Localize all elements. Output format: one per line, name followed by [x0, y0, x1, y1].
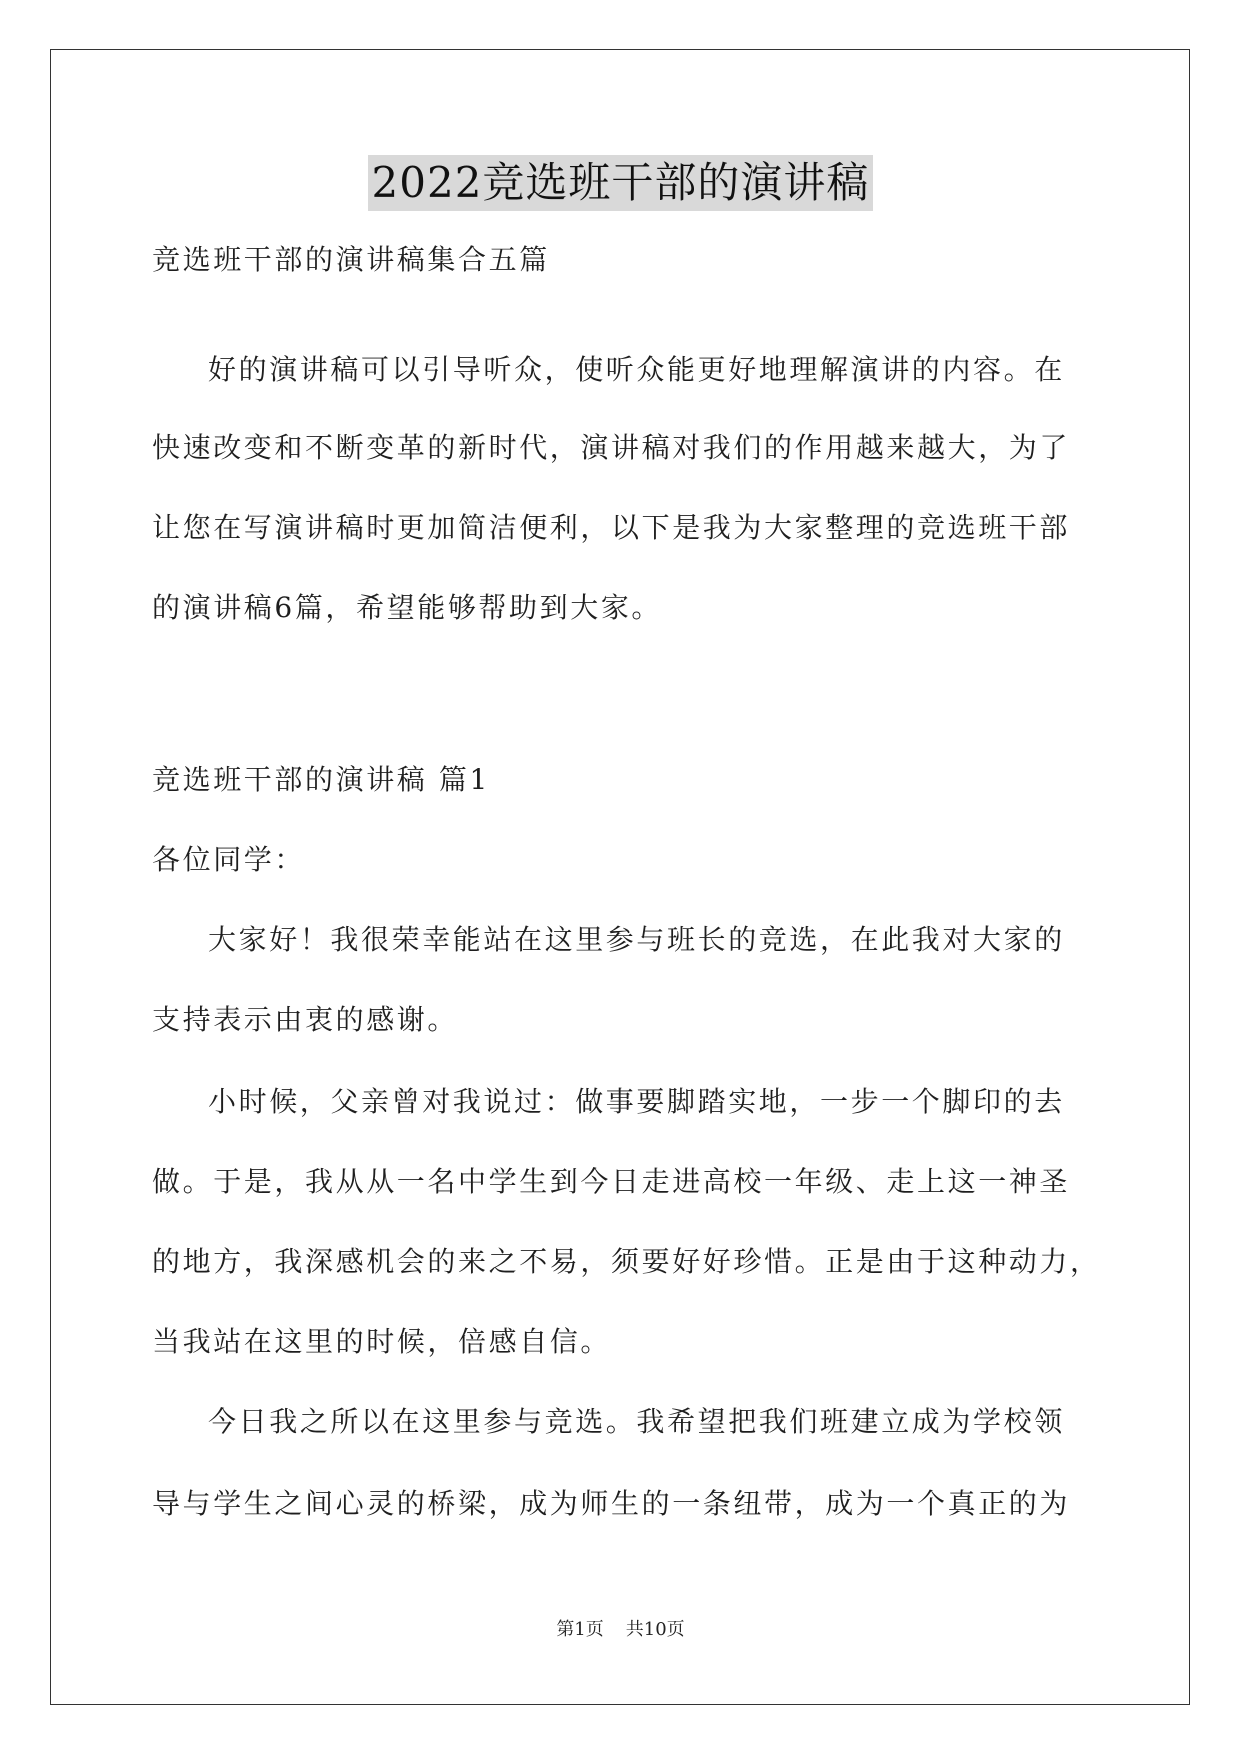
body-line: 让您在写演讲稿时更加简洁便利，以下是我为大家整理的竞选班干部	[152, 511, 1071, 544]
subtitle-line: 竞选班干部的演讲稿集合五篇	[152, 243, 550, 276]
title-container	[0, 155, 1241, 211]
page-footer	[0, 1618, 1241, 1642]
page-total: 共10页	[625, 1619, 685, 1640]
body-line: 好的演讲稿可以引导听众，使听众能更好地理解演讲的内容。在	[208, 353, 1065, 386]
body-line: 大家好！我很荣幸能站在这里参与班长的竞选，在此我对大家的	[208, 923, 1065, 956]
body-line: 的演讲稿6篇，希望能够帮助到大家。	[152, 591, 663, 624]
page-number: 第1页	[556, 1619, 604, 1640]
document-title: 2022竞选班干部的演讲稿	[368, 155, 874, 211]
section-heading: 竞选班干部的演讲稿 篇1	[152, 763, 490, 796]
body-line: 支持表示由衷的感谢。	[152, 1003, 459, 1036]
body-line: 今日我之所以在这里参与竞选。我希望把我们班建立成为学校领	[208, 1405, 1065, 1438]
body-line: 导与学生之间心灵的桥梁，成为师生的一条纽带，成为一个真正的为	[152, 1487, 1071, 1520]
body-line: 当我站在这里的时候，倍感自信。	[152, 1325, 612, 1358]
body-line: 小时候，父亲曾对我说过：做事要脚踏实地，一步一个脚印的去	[208, 1085, 1065, 1118]
salutation-line: 各位同学：	[152, 843, 306, 876]
body-line: 的地方，我深感机会的来之不易，须要好好珍惜。正是由于这种动力，	[152, 1245, 1101, 1278]
body-line: 做。于是，我从从一名中学生到今日走进高校一年级、走上这一神圣	[152, 1165, 1071, 1198]
body-line: 快速改变和不断变革的新时代，演讲稿对我们的作用越来越大，为了	[152, 431, 1071, 464]
